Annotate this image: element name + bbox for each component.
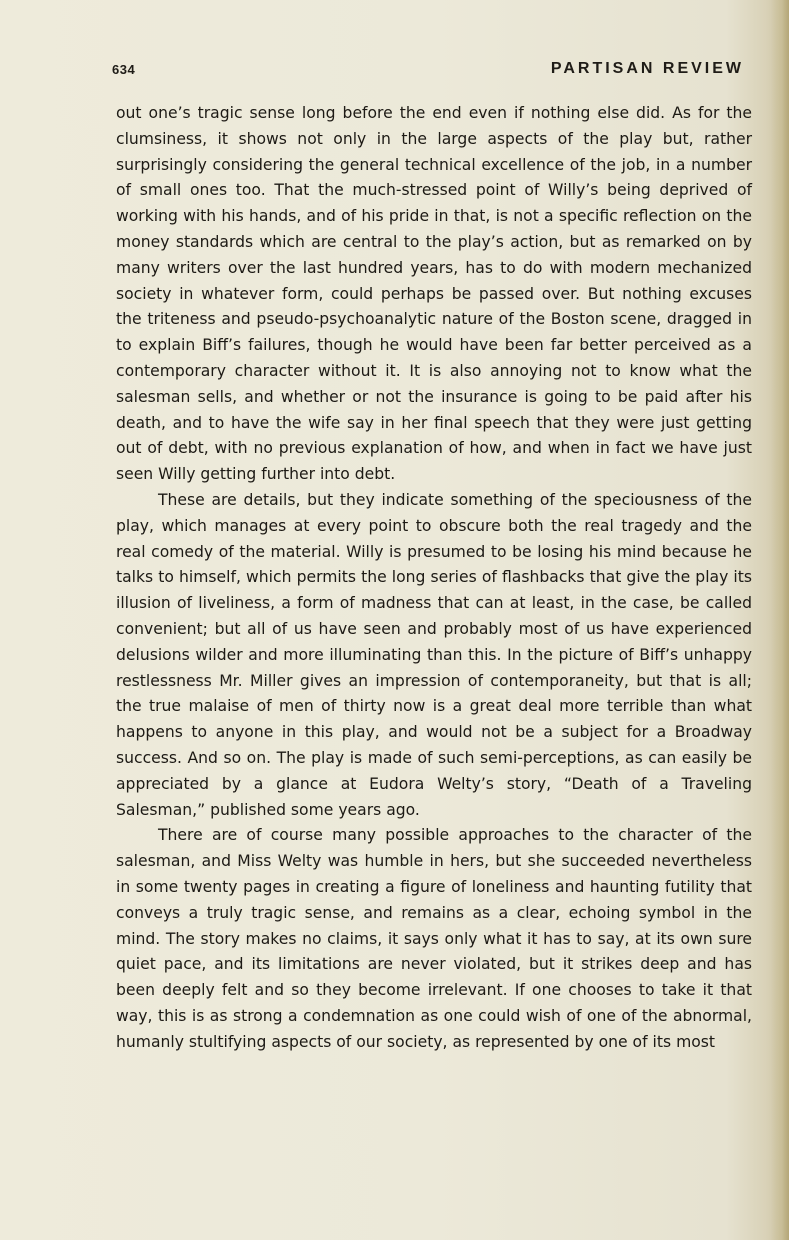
paragraph-1: out one’s tragic sense long before the end even if nothing else did. As for the clumsiness, it shows not only in the large aspects of the play but, rather surprisingly considering the general technical excellence of the job, in a number of small ones too. That the much-stressed point of Willy’s being deprived of working with his hands, and of his pride in that, is not a specific reflection on the money standards which are central to the play’s action, but as remarked on by many writers over the last hundred years, has to do with modern mechanized society in whatever form, could perhaps be passed over. But nothing excuses the triteness and pseudo-psychoanalytic nature of the Boston scene, dragged in to explain Biff’s failures, though he would have been far better perceived as a contemporary character without it. It is also annoying not to know what the salesman sells, and whether or not the insurance is going to be paid after his death, and to have the wife say in her final speech that they were just getting out of debt, with no previous explanation of how, and when in fact we have just seen Willy getting further into debt.: [116, 104, 752, 484]
paragraph-2: These are details, but they indicate something of the speciousness of the play, which manages at every point to obscure both the real tragedy and the real comedy of the material. Willy is presumed to be losing his mind because he talks to himself, which permits the long series of flashbacks that give the play its illusion of liveliness, a form of madness that can at least, in the case, be called convenient; but all of us have seen and probably most of us have experienced delusions wilder and more illuminating than this. In the picture of Biff’s unhappy restlessness Mr. Miller gives an impression of contemporaneity, but that is all; the true malaise of men of thirty now is a great deal more terrible than what happens to anyone in this play, and would not be a subject for a Broadway success. And so on. The play is made of such semi-perceptions, as can easily be appreciated by a glance at Eudora Welty’s story, “Death of a Traveling Salesman,” published some years ago.: [116, 490, 752, 819]
article-body: [116, 101, 752, 1055]
page-edge-shadow: [771, 0, 789, 1240]
paragraph-3: There are of course many possible approaches to the character of the salesman, and Miss Welty was humble in hers, but she succeeded nevertheless in some twenty pages in creating a figure of loneliness and haunting futility that conveys a truly tragic sense, and remains as a clear, echoing symbol in the mind. The story makes no claims, it says only what it has to say, at its own sure quiet pace, and its limitations are never violated, but it strikes deep and has been deeply felt and so they become irrelevant. If one chooses to take it that way, this is as strong a condemnation as one could wish of one of the abnormal, humanly stultifying aspects of our society, as represented by one of its most: [116, 826, 752, 1051]
page-number: 634: [112, 62, 136, 77]
journal-title: PARTISAN REVIEW: [550, 60, 744, 77]
running-head: [112, 60, 744, 82]
